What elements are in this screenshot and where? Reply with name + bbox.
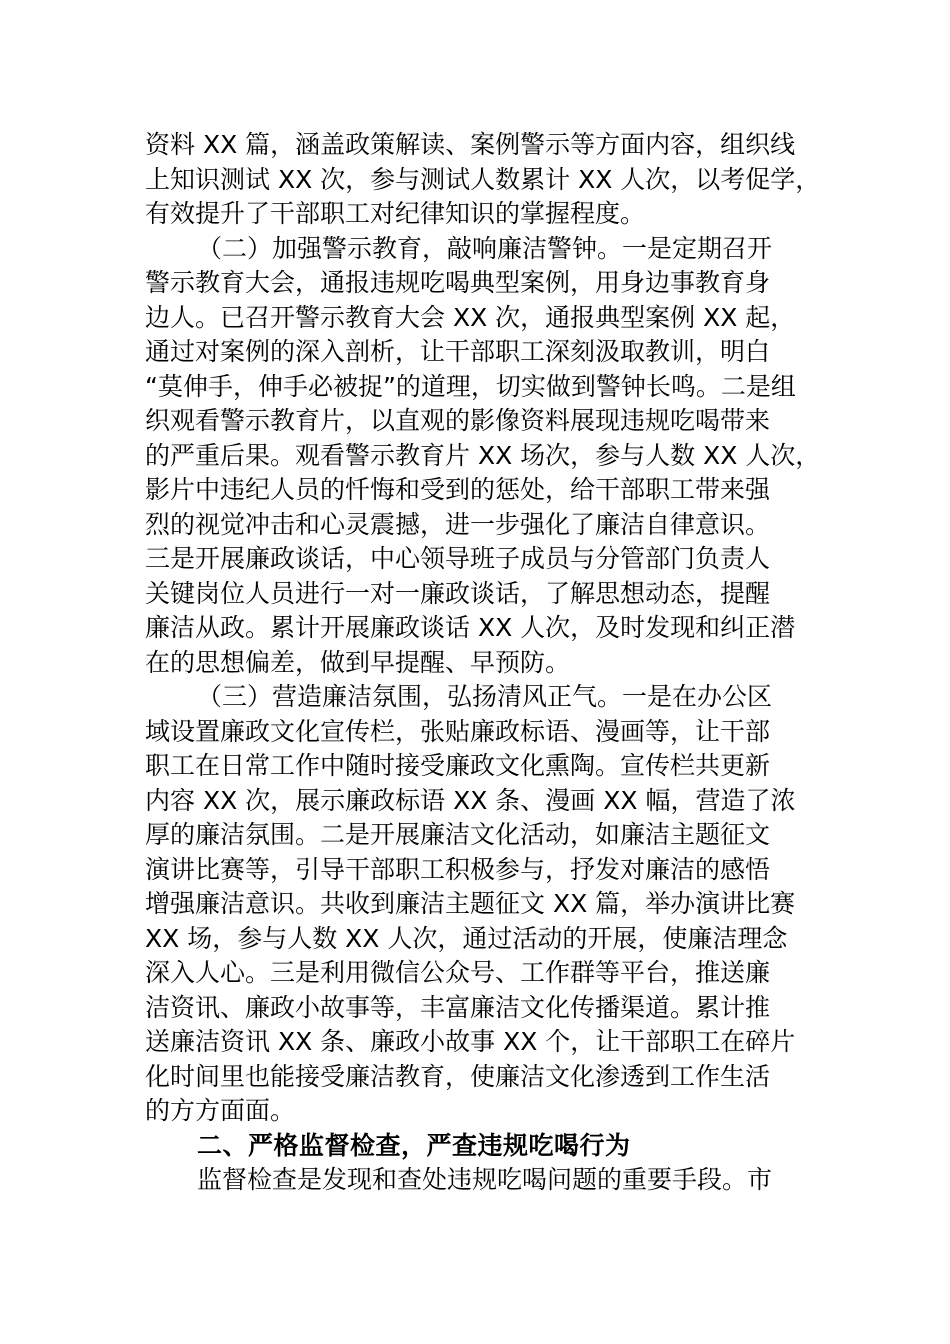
text-line: 廉洁从政。累计开展廉政谈话 XX 人次，及时发现和纠正潜: [145, 613, 796, 642]
text-line: 职工在日常工作中随时接受廉政文化熏陶。宣传栏共更新: [145, 751, 771, 780]
text-line: 边人。已召开警示教育大会 XX 次，通报典型案例 XX 起，: [145, 302, 796, 332]
chapter-heading: 二、严格监督检查，严查违规吃喝行为: [197, 1130, 631, 1160]
section-heading-line: （二）加强警示教育，敲响廉洁警钟。一是定期召开: [197, 233, 773, 263]
text-line: 资料 XX 篇，涵盖政策解读、案例警示等方面内容，组织线: [145, 130, 796, 159]
text-line: “莫伸手，伸手必被捉”的道理，切实做到警钟长鸣。二是组: [145, 371, 796, 401]
text-line: 警示教育大会，通报违规吃喝典型案例，用身边事教育身: [145, 268, 771, 297]
text-line: 厚的廉洁氛围。二是开展廉洁文化活动，如廉洁主题征文: [145, 820, 771, 849]
text-line: 通过对案例的深入剖析，让干部职工深刻汲取教训，明白: [145, 337, 771, 366]
text-line: 影片中违纪人员的忏悔和受到的惩处，给干部职工带来强: [145, 475, 771, 504]
text-line: 增强廉洁意识。共收到廉洁主题征文 XX 篇，举办演讲比赛: [145, 889, 796, 918]
text-line: XX 场，参与人数 XX 人次，通过活动的开展，使廉洁理念: [145, 923, 788, 953]
text-line: 烈的视觉冲击和心灵震撼，进一步强化了廉洁自律意识。: [145, 509, 771, 539]
text-line: 洁资讯、廉政小故事等，丰富廉洁文化传播渠道。累计推: [145, 992, 771, 1022]
text-line: 监督检查是发现和查处违规吃喝问题的重要手段。市: [197, 1165, 773, 1194]
text-line: 织观看警示教育片，以直观的影像资料展现违规吃喝带来: [145, 406, 771, 435]
text-line: 化时间里也能接受廉洁教育，使廉洁文化渗透到工作生活: [145, 1061, 771, 1091]
text-line: 深入人心。三是利用微信公众号、工作群等平台，推送廉: [145, 958, 771, 987]
text-line: 上知识测试 XX 次，参与测试人数累计 XX 人次，以考促学，: [145, 164, 821, 194]
section-heading-line: （三）营造廉洁氛围，弘扬清风正气。一是在办公区: [197, 682, 773, 711]
text-line: 关键岗位人员进行一对一廉政谈话，了解思想动态，提醒: [145, 578, 771, 608]
text-line: 有效提升了干部职工对纪律知识的掌握程度。: [145, 199, 646, 228]
text-line: 域设置廉政文化宣传栏，张贴廉政标语、漫画等，让干部: [145, 716, 771, 746]
text-line: 的严重后果。观看警示教育片 XX 场次，参与人数 XX 人次，: [145, 440, 821, 470]
text-line: 的方方面面。: [145, 1096, 296, 1125]
text-line: 演讲比赛等，引导干部职工积极参与，抒发对廉洁的感悟: [145, 854, 771, 884]
text-line: 内容 XX 次，展示廉政标语 XX 条、漫画 XX 幅，营造了浓: [145, 785, 796, 815]
text-line: 在的思想偏差，做到早提醒、早预防。: [145, 647, 571, 677]
document-body: [145, 128, 821, 1198]
text-line: 送廉洁资讯 XX 条、廉政小故事 XX 个，让干部职工在碎片: [145, 1027, 796, 1056]
text-line: 三是开展廉政谈话，中心领导班子成员与分管部门负责人: [145, 544, 771, 573]
